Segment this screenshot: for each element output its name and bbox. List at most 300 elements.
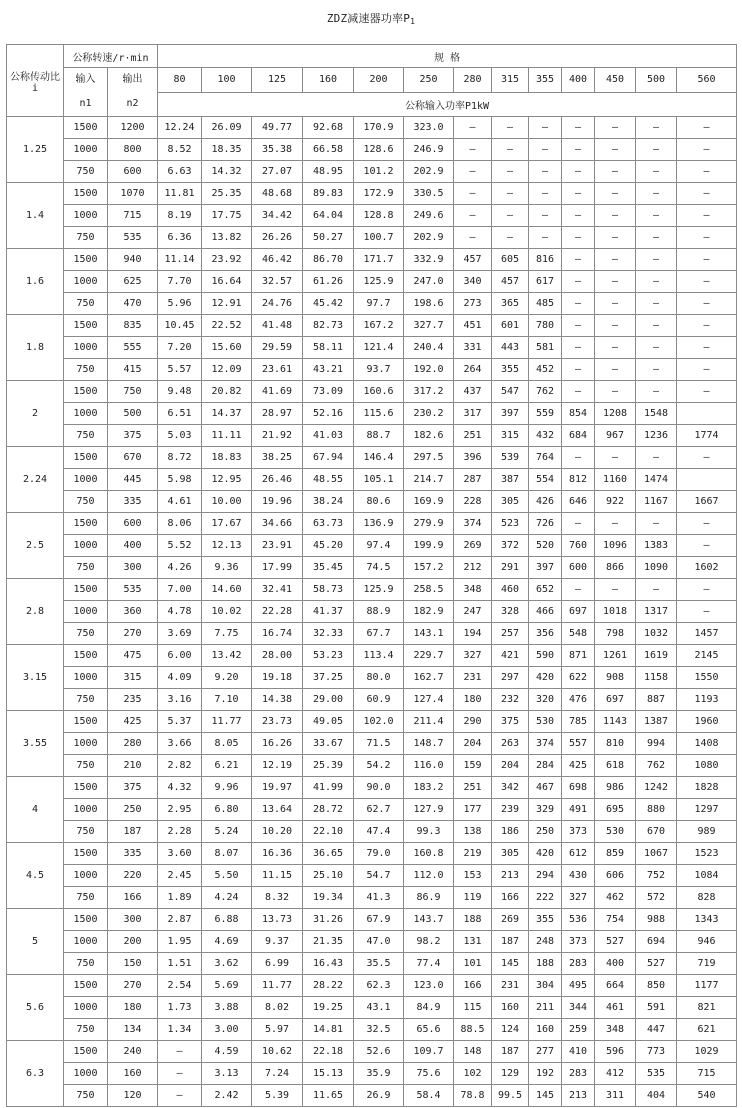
power-cell: 1160	[595, 469, 636, 491]
power-cell: 9.96	[202, 777, 252, 799]
power-cell: 211.4	[404, 711, 454, 733]
power-cell: 1297	[677, 799, 737, 821]
power-cell: 374	[454, 513, 492, 535]
power-cell: 37.25	[303, 667, 354, 689]
power-cell: —	[562, 447, 595, 469]
power-cell: 752	[636, 865, 677, 887]
power-cell: —	[595, 249, 636, 271]
power-cell: 8.06	[158, 513, 202, 535]
power-cell: 332.9	[404, 249, 454, 271]
power-cell: 11.81	[158, 183, 202, 205]
power-cell: 58.4	[404, 1085, 454, 1107]
power-cell: 421	[492, 645, 529, 667]
power-cell: 8.07	[202, 843, 252, 865]
power-cell: —	[595, 139, 636, 161]
power-cell: 946	[677, 931, 737, 953]
power-cell: 182.6	[404, 425, 454, 447]
power-cell: 773	[636, 1041, 677, 1063]
table-row	[7, 315, 737, 337]
power-cell: 52.16	[303, 403, 354, 425]
table-row	[7, 711, 737, 733]
power-cell: —	[677, 381, 737, 403]
power-cell: 84.9	[404, 997, 454, 1019]
power-cell: 317	[454, 403, 492, 425]
power-cell: 204	[492, 755, 529, 777]
power-cell: 697	[595, 689, 636, 711]
table-row	[7, 535, 737, 557]
power-cell: 153	[454, 865, 492, 887]
power-cell: 443	[492, 337, 529, 359]
power-cell: 6.63	[158, 161, 202, 183]
power-cell: 2.42	[202, 1085, 252, 1107]
power-cell: 530	[529, 711, 562, 733]
power-cell: 283	[562, 1063, 595, 1085]
power-cell: 41.69	[252, 381, 303, 403]
power-cell: —	[677, 535, 737, 557]
power-cell: 1387	[636, 711, 677, 733]
power-cell: 19.34	[303, 887, 354, 909]
power-cell: 16.36	[252, 843, 303, 865]
power-cell: 45.42	[303, 293, 354, 315]
power-cell: 7.70	[158, 271, 202, 293]
power-cell: —	[636, 271, 677, 293]
output-speed-cell: 166	[108, 887, 158, 909]
power-cell: 160.8	[404, 843, 454, 865]
power-cell: 305	[492, 843, 529, 865]
power-cell: 1084	[677, 865, 737, 887]
power-cell: 7.75	[202, 623, 252, 645]
power-cell: 3.00	[202, 1019, 252, 1041]
power-cell: 148.7	[404, 733, 454, 755]
power-cell: 1193	[677, 689, 737, 711]
power-cell: 148	[454, 1041, 492, 1063]
power-cell: —	[595, 161, 636, 183]
power-cell: 128.6	[354, 139, 404, 161]
power-cell: 330.5	[404, 183, 454, 205]
output-speed-cell: 375	[108, 777, 158, 799]
power-cell: 124	[492, 1019, 529, 1041]
power-cell: 247.0	[404, 271, 454, 293]
power-cell: 457	[454, 249, 492, 271]
power-cell: 12.95	[202, 469, 252, 491]
power-cell: —	[595, 579, 636, 601]
input-speed-cell: 1000	[64, 667, 108, 689]
power-cell: 125.9	[354, 271, 404, 293]
table-row	[7, 909, 737, 931]
output-speed-cell: 335	[108, 491, 158, 513]
power-cell: —	[562, 579, 595, 601]
input-speed-cell: 1500	[64, 249, 108, 271]
power-cell: 420	[529, 667, 562, 689]
power-cell: 26.26	[252, 227, 303, 249]
power-cell: 54.7	[354, 865, 404, 887]
power-cell: 397	[529, 557, 562, 579]
power-cell: 159	[454, 755, 492, 777]
power-cell: 1080	[677, 755, 737, 777]
power-cell: 1667	[677, 491, 737, 513]
power-cell: 19.25	[303, 997, 354, 1019]
power-cell: 88.5	[454, 1019, 492, 1041]
output-speed-cell: 715	[108, 205, 158, 227]
power-cell: 5.50	[202, 865, 252, 887]
power-cell: 5.39	[252, 1085, 303, 1107]
table-row	[7, 139, 737, 161]
power-cell: 760	[562, 535, 595, 557]
power-cell: 812	[562, 469, 595, 491]
power-cell: 1177	[677, 975, 737, 997]
input-speed-cell: 1000	[64, 205, 108, 227]
power-cell: 2145	[677, 645, 737, 667]
power-cell: 6.80	[202, 799, 252, 821]
power-cell: 112.0	[404, 865, 454, 887]
power-cell: 67.94	[303, 447, 354, 469]
power-cell: 11.77	[202, 711, 252, 733]
power-cell: 617	[529, 271, 562, 293]
ratio-header: 公称传动比i	[7, 45, 64, 117]
power-cell: 348	[595, 1019, 636, 1041]
power-cell: 5.69	[202, 975, 252, 997]
power-cell: 922	[595, 491, 636, 513]
input-speed-cell: 1500	[64, 513, 108, 535]
power-cell: —	[677, 359, 737, 381]
power-cell: 1032	[636, 623, 677, 645]
power-cell: 5.97	[252, 1019, 303, 1041]
table-row	[7, 425, 737, 447]
power-cell: 41.3	[354, 887, 404, 909]
power-cell: 75.6	[404, 1063, 454, 1085]
power-cell: —	[636, 359, 677, 381]
power-cell: 327	[454, 645, 492, 667]
power-cell: 4.32	[158, 777, 202, 799]
power-cell: —	[562, 381, 595, 403]
power-cell: 62.3	[354, 975, 404, 997]
power-cell: 1343	[677, 909, 737, 931]
power-cell: 48.68	[252, 183, 303, 205]
ratio-cell: 1.6	[7, 249, 64, 315]
power-cell: 22.52	[202, 315, 252, 337]
power-cell: 64.04	[303, 205, 354, 227]
power-cell: 109.7	[404, 1041, 454, 1063]
power-cell: 58.11	[303, 337, 354, 359]
power-cell: 4.78	[158, 601, 202, 623]
power-cell: 239	[492, 799, 529, 821]
power-cell: 372	[492, 535, 529, 557]
power-cell: 22.18	[303, 1041, 354, 1063]
table-row	[7, 117, 737, 139]
output-speed-cell: 555	[108, 337, 158, 359]
power-cell: 230.2	[404, 403, 454, 425]
power-cell: 828	[677, 887, 737, 909]
table-row	[7, 183, 737, 205]
table-row	[7, 513, 737, 535]
power-cell: 19.97	[252, 777, 303, 799]
power-cell: —	[454, 227, 492, 249]
input-speed-cell: 1500	[64, 315, 108, 337]
power-cell: 452	[529, 359, 562, 381]
table-row	[7, 1063, 737, 1085]
power-cell: —	[562, 227, 595, 249]
power-cell	[677, 403, 737, 425]
power-cell: 192.0	[404, 359, 454, 381]
table-row	[7, 293, 737, 315]
input-speed-cell: 1000	[64, 865, 108, 887]
power-cell: 1261	[595, 645, 636, 667]
power-cell: 246.9	[404, 139, 454, 161]
power-cell: 143.1	[404, 623, 454, 645]
power-cell: 128.8	[354, 205, 404, 227]
power-cell: 186	[492, 821, 529, 843]
input-speed-cell: 750	[64, 953, 108, 975]
power-cell: 1208	[595, 403, 636, 425]
power-cell: 539	[492, 447, 529, 469]
power-cell: 45.20	[303, 535, 354, 557]
input-speed-cell: 1500	[64, 843, 108, 865]
size-header: 560	[677, 68, 737, 93]
power-cell: 162.7	[404, 667, 454, 689]
power-cell: 283	[562, 953, 595, 975]
power-cell: 1158	[636, 667, 677, 689]
power-cell: —	[529, 183, 562, 205]
power-cell: 86.9	[404, 887, 454, 909]
ratio-cell: 5.6	[7, 975, 64, 1041]
power-cell: 387	[492, 469, 529, 491]
table-row	[7, 491, 737, 513]
power-cell: 23.91	[252, 535, 303, 557]
ratio-cell: 2	[7, 381, 64, 447]
power-cell: 908	[595, 667, 636, 689]
power-cell: 5.37	[158, 711, 202, 733]
power-cell: 342	[492, 777, 529, 799]
power-cell: 523	[492, 513, 529, 535]
power-cell: 1317	[636, 601, 677, 623]
power-cell: 410	[562, 1041, 595, 1063]
ratio-cell: 3.15	[7, 645, 64, 711]
power-cell: —	[595, 447, 636, 469]
power-cell: 33.67	[303, 733, 354, 755]
power-cell: 10.02	[202, 601, 252, 623]
power-cell: 11.14	[158, 249, 202, 271]
power-cell: —	[562, 359, 595, 381]
power-cell: 1143	[595, 711, 636, 733]
input-speed-cell: 1500	[64, 1041, 108, 1063]
output-speed-cell: 240	[108, 1041, 158, 1063]
power-cell: —	[677, 249, 737, 271]
power-cell: 12.09	[202, 359, 252, 381]
power-cell: —	[636, 381, 677, 403]
output-header	[108, 68, 158, 117]
table-row	[7, 557, 737, 579]
power-cell: 1029	[677, 1041, 737, 1063]
power-cell: 859	[595, 843, 636, 865]
power-cell: 1018	[595, 601, 636, 623]
power-cell: 331	[454, 337, 492, 359]
power-cell: 1236	[636, 425, 677, 447]
input-speed-cell: 750	[64, 161, 108, 183]
power-cell: 160	[529, 1019, 562, 1041]
power-cell: —	[562, 161, 595, 183]
power-cell: 3.62	[202, 953, 252, 975]
power-cell: 527	[636, 953, 677, 975]
power-cell: 404	[636, 1085, 677, 1107]
power-cell: 32.5	[354, 1019, 404, 1041]
ratio-cell: 5	[7, 909, 64, 975]
power-cell: 6.21	[202, 755, 252, 777]
power-cell: —	[595, 381, 636, 403]
power-cell: —	[677, 227, 737, 249]
power-cell: 10.00	[202, 491, 252, 513]
table-row	[7, 1085, 737, 1107]
power-cell: 1096	[595, 535, 636, 557]
power-cell: 204	[454, 733, 492, 755]
power-cell: 694	[636, 931, 677, 953]
power-cell: 77.4	[404, 953, 454, 975]
output-speed-cell: 250	[108, 799, 158, 821]
power-cell: 457	[492, 271, 529, 293]
power-cell: 43.21	[303, 359, 354, 381]
power-cell: —	[677, 271, 737, 293]
power-cell: 1828	[677, 777, 737, 799]
power-cell: 123.0	[404, 975, 454, 997]
table-row	[7, 777, 737, 799]
power-cell: 125.9	[354, 579, 404, 601]
output-speed-cell: 134	[108, 1019, 158, 1041]
power-cell: 89.83	[303, 183, 354, 205]
power-cell: 315	[492, 425, 529, 447]
power-cell: 1242	[636, 777, 677, 799]
power-cell: 7.00	[158, 579, 202, 601]
power-cell: 762	[636, 755, 677, 777]
power-cell: 365	[492, 293, 529, 315]
power-cell: 754	[595, 909, 636, 931]
power-cell: —	[454, 205, 492, 227]
ratio-cell: 4	[7, 777, 64, 843]
power-cell: 47.4	[354, 821, 404, 843]
power-cell: 762	[529, 381, 562, 403]
power-cell: 58.73	[303, 579, 354, 601]
power-cell: 621	[677, 1019, 737, 1041]
power-cell: 214.7	[404, 469, 454, 491]
power-cell: —	[636, 117, 677, 139]
power-cell: —	[454, 183, 492, 205]
input-speed-cell: 750	[64, 689, 108, 711]
power-cell: 9.20	[202, 667, 252, 689]
power-cell: —	[158, 1041, 202, 1063]
table-row	[7, 601, 737, 623]
power-cell: 9.36	[202, 557, 252, 579]
power-cell: 23.92	[202, 249, 252, 271]
power-cell: 1.95	[158, 931, 202, 953]
power-cell: —	[595, 205, 636, 227]
power-cell: —	[595, 513, 636, 535]
input-speed-cell: 1500	[64, 381, 108, 403]
power-cell: 986	[595, 777, 636, 799]
output-symbol: n2	[126, 98, 139, 109]
power-cell: 1.34	[158, 1019, 202, 1041]
output-speed-cell: 670	[108, 447, 158, 469]
power-cell: —	[562, 183, 595, 205]
power-cell: 177	[454, 799, 492, 821]
power-cell: 160	[492, 997, 529, 1019]
power-cell: 49.05	[303, 711, 354, 733]
power-cell: —	[636, 227, 677, 249]
power-cell: 54.2	[354, 755, 404, 777]
table-row	[7, 689, 737, 711]
power-cell: 188	[529, 953, 562, 975]
power-cell: 12.13	[202, 535, 252, 557]
power-cell: 41.03	[303, 425, 354, 447]
power-cell: 119	[454, 887, 492, 909]
table-row	[7, 997, 737, 1019]
power-cell: —	[677, 161, 737, 183]
power-cell: 32.41	[252, 579, 303, 601]
power-cell: 14.32	[202, 161, 252, 183]
output-speed-cell: 120	[108, 1085, 158, 1107]
power-cell: 866	[595, 557, 636, 579]
power-cell: 327.7	[404, 315, 454, 337]
size-header: 80	[158, 68, 202, 93]
output-speed-cell: 940	[108, 249, 158, 271]
table-row	[7, 337, 737, 359]
power-cell: —	[595, 293, 636, 315]
power-cell: 27.07	[252, 161, 303, 183]
ratio-cell: 2.5	[7, 513, 64, 579]
power-cell: —	[529, 205, 562, 227]
power-cell: 102	[454, 1063, 492, 1085]
power-cell: 290	[454, 711, 492, 733]
power-cell: 34.66	[252, 513, 303, 535]
power-cell: 715	[677, 1063, 737, 1085]
power-cell: 530	[595, 821, 636, 843]
power-cell: 698	[562, 777, 595, 799]
power-cell: —	[492, 139, 529, 161]
table-row	[7, 469, 737, 491]
power-cell: 9.37	[252, 931, 303, 953]
input-speed-cell: 1500	[64, 777, 108, 799]
power-cell: —	[595, 271, 636, 293]
input-speed-cell: 750	[64, 359, 108, 381]
power-cell: —	[595, 117, 636, 139]
power-cell: 590	[529, 645, 562, 667]
size-header: 200	[354, 68, 404, 93]
power-cell: 131	[454, 931, 492, 953]
input-speed-cell: 1000	[64, 799, 108, 821]
table-row	[7, 359, 737, 381]
power-cell: 5.03	[158, 425, 202, 447]
size-header: 160	[303, 68, 354, 93]
power-cell: —	[636, 139, 677, 161]
input-header	[64, 68, 108, 117]
power-cell: 25.10	[303, 865, 354, 887]
power-cell: 93.7	[354, 359, 404, 381]
power-cell: 166	[454, 975, 492, 997]
power-cell: 187	[492, 1041, 529, 1063]
size-header: 125	[252, 68, 303, 93]
output-speed-cell: 500	[108, 403, 158, 425]
power-cell: —	[529, 117, 562, 139]
power-cell: 780	[529, 315, 562, 337]
output-speed-cell: 210	[108, 755, 158, 777]
power-cell: 520	[529, 535, 562, 557]
input-speed-cell: 750	[64, 293, 108, 315]
power-cell: —	[492, 117, 529, 139]
table-row	[7, 205, 737, 227]
power-cell: —	[595, 359, 636, 381]
title-text: ZDZ减速器功率P	[326, 12, 411, 25]
power-cell: 305	[492, 491, 529, 513]
ratio-cell: 2.24	[7, 447, 64, 513]
power-cell: —	[636, 579, 677, 601]
table-row	[7, 271, 737, 293]
